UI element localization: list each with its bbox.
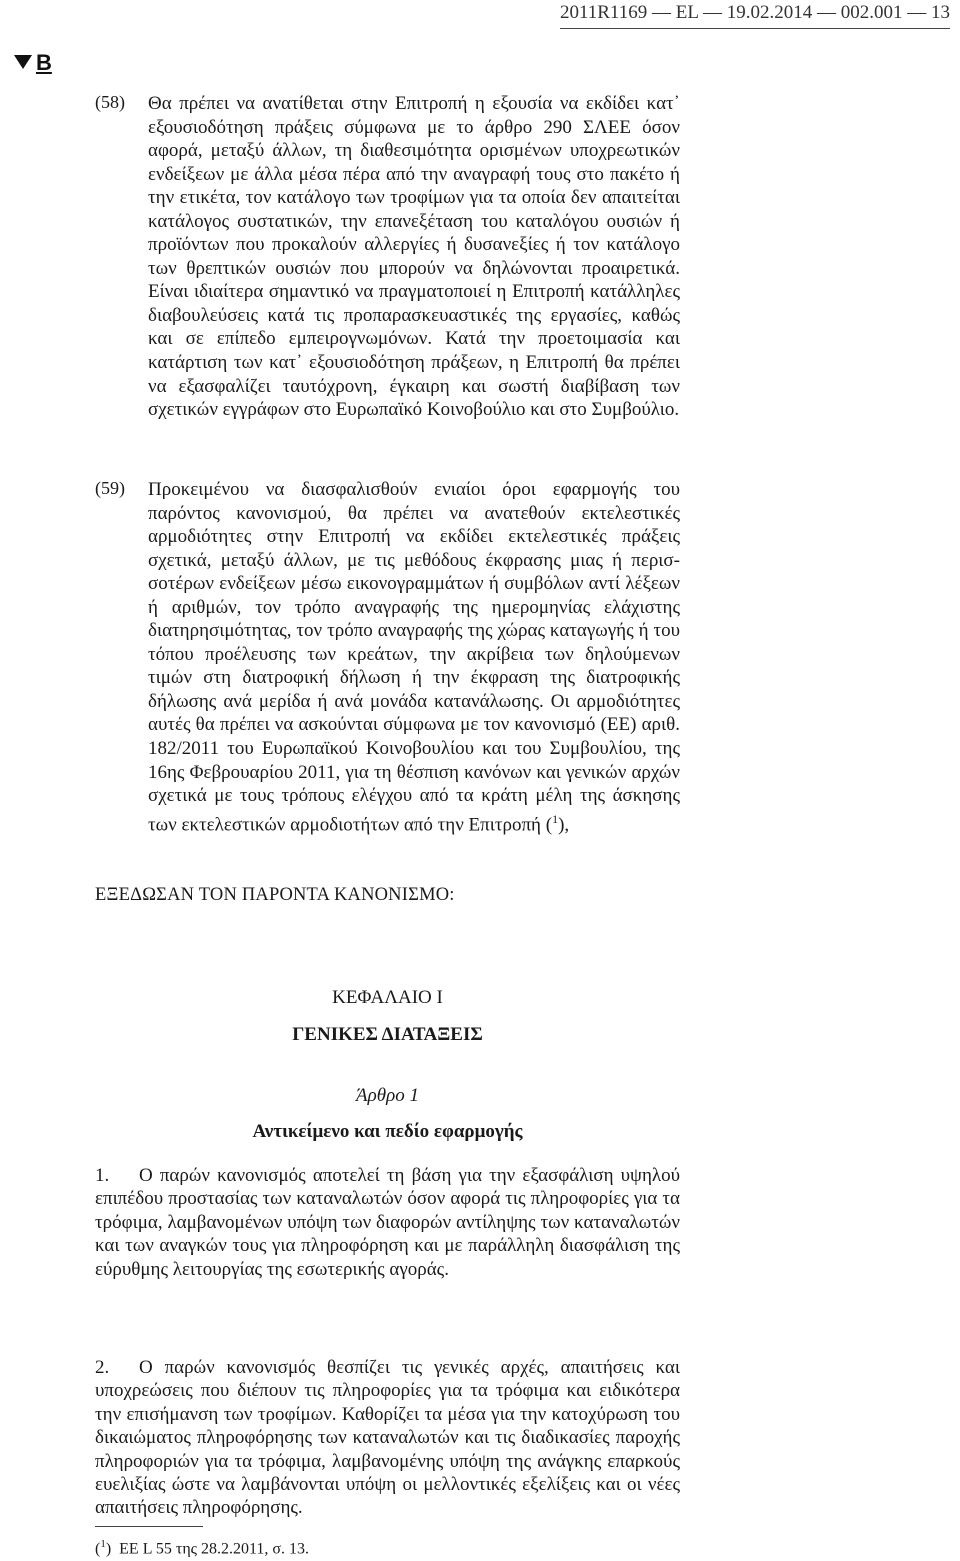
footnote-number: 1 xyxy=(100,1538,106,1550)
recital-58 xyxy=(95,92,680,422)
paragraph-number: 1. xyxy=(95,1165,110,1186)
footnote-divider xyxy=(95,1526,203,1527)
footnote: ($^1$) ΕΕ L 55 της 28.2.2011, σ. 13. xyxy=(95,1538,310,1558)
paragraph-number: 2. xyxy=(95,1357,110,1378)
amendment-marker xyxy=(14,50,52,76)
recital-59 xyxy=(95,478,680,837)
footnote-text: ΕΕ L 55 της 28.2.2011, σ. 13. xyxy=(119,1540,310,1558)
enacting-formula: ΕΞΕΔΩΣΑΝ ΤΟΝ ΠΑΡΟΝΤΑ ΚΑΝΟΝΙΣΜΟ: xyxy=(95,885,455,905)
recital-text xyxy=(148,478,680,837)
article-paragraph-1 xyxy=(95,1164,680,1281)
paragraph-text: Ο παρών κανονισμός θεσπίζει τις γενικές αρχές, απαιτήσεις και υποχρεώσεις που διέπουν τις πληροφορίες για τα τρόφιμα και ειδικότερα την επισήμανση των τροφίμων. Καθορίζει τα μέσα για την κατοχύρωση του δικαιώματος πληροφόρησης των καταναλωτών και τις διαδικασίες παροχής πληροφοριών για τα τρόφιμα, λαμβανομένης υπόψη της ανάγκης επαρκούς ευελιξίας ώστε να λαμβάνονται υπόψη οι μελλοντικές εξελίξεις και οι νέες απαιτήσεις πληροφόρησης. xyxy=(95,1357,680,1519)
page-header: 2011R1169 — EL — 19.02.2014 — 002.001 — 13 xyxy=(560,0,950,29)
article-title: Αντικείμενο και πεδίο εφαρμογής xyxy=(252,1121,523,1142)
article-paragraph-2 xyxy=(95,1356,680,1520)
recital-body: Προκειμένου να διασφαλισθούν ενιαίοι όροι εφαρμογής του παρόντος κανονισμού, θα πρέπει να ανατεθούν εκτελεστικές αρμοδιότητες στην Επιτροπή να εκδίδει εκτελεστικές πράξεις σχετικά, μεταξύ άλλων, με τις μεθόδους έκφρασης μιας ή περισσοτέρων ενδείξεων μέσω εικονογραμμάτων ή συμβόλων αντί λέξεων ή αριθμών, τον τρόπο αναγραφής της ημερομηνίας ελάχιστης διατηρησιμότητας, τον τρόπο αναγραφής της χώρας καταγωγής ή του τόπου προέλευσης των κρεάτων, την ακρίβεια των δηλούμενων τιμών στη διατροφική δήλωση ή την έκφραση της διατροφικής δήλωσης ανά μερίδα ή ανά μονάδα κατανάλωσης. Οι αρμοδιότητες αυτές θα πρέπει να ασκούνται σύμφωνα με τον κανονισμό (ΕΕ) αριθ. 182/2011 του Ευρωπαϊκού Κοινοβουλίου και του Συμβουλίου, της 16ης Φεβρουαρίου 2011, για τη θέσπιση κανόνων και γενικών αρχών σχετικά με τους τρόπους ελέγχου από τα κράτη μέλη της άσκησης των εκτελεστικών αρμοδιοτήτων από την Επιτροπή ( xyxy=(148,479,680,835)
recital-tail: ), xyxy=(558,813,570,835)
triangle-down-icon xyxy=(14,55,32,69)
recital-number: (58) xyxy=(95,92,125,112)
article-label: Άρθρο 1 xyxy=(356,1085,419,1106)
chapter-title: ΓΕΝΙΚΕΣ ΔΙΑΤΑΞΕΙΣ xyxy=(292,1024,483,1045)
paragraph-text: Ο παρών κανονισμός αποτελεί τη βάση για την εξασφάλιση υψηλού επιπέδου προστασίας των καταναλωτών όσον αφορά τις πληροφορίες για τα τρόφιμα, λαμβανομένων υπόψη των διαφορών αντίληψης των καταναλωτών και των αναγκών τους για πληροφόρηση και με παράλληλη διασφάλιση της εύρυθμης λειτουργίας της εσωτερικής αγοράς. xyxy=(95,1165,680,1280)
recital-number: (59) xyxy=(95,478,125,498)
chapter-label: ΚΕΦΑΛΑΙΟ I xyxy=(332,987,443,1008)
amendment-marker-letter: B xyxy=(36,50,52,75)
recital-text: Θα πρέπει να ανατίθεται στην Επιτροπή η εξουσία να εκδίδει κατ᾽ εξουσιοδότηση πράξεις σύμφωνα με το άρθρο 290 ΣΛΕΕ όσον αφορά, μεταξύ άλλων, τη διαθεσιμότητα ορισμένων υποχρεωτικών ενδείξεων με άλλα μέσα πέρα από την αναγραφή τους στο πακέτο ή την ετικέτα, τον κατάλογο των τροφίμων για τα οποία δεν απαιτείται κατάλογος συστατικών, την επανεξέταση του καταλόγου ουσιών ή προϊόντων που προκαλούν αλλεργίες ή δυσανεξίες ή τον κατάλογο των θρεπτικών ουσιών που μπορούν να δηλώνονται προαιρετικά. Είναι ιδιαίτερα σημαντικό να πραγματοποιεί η Επιτροπή κατάλληλες διαβουλεύσεις κατά τις προπαρασκευαστικές της εργασίες, καθώς και σε επίπεδο εμπειρογνωμόνων. Κατά την προετοιμασία και κατάρτιση των κατ᾽ εξουσιοδότηση πράξεων, η Επιτροπή θα πρέπει να εξασφαλίζει ταυτόχρονη, έγκαιρη και σωστή διαβίβαση των σχετικών εγγράφων στο Ευρωπαϊκό Κοινοβούλιο και στο Συμβούλιο. xyxy=(148,93,680,421)
footnote-ref[interactable]: 1 xyxy=(552,811,559,826)
